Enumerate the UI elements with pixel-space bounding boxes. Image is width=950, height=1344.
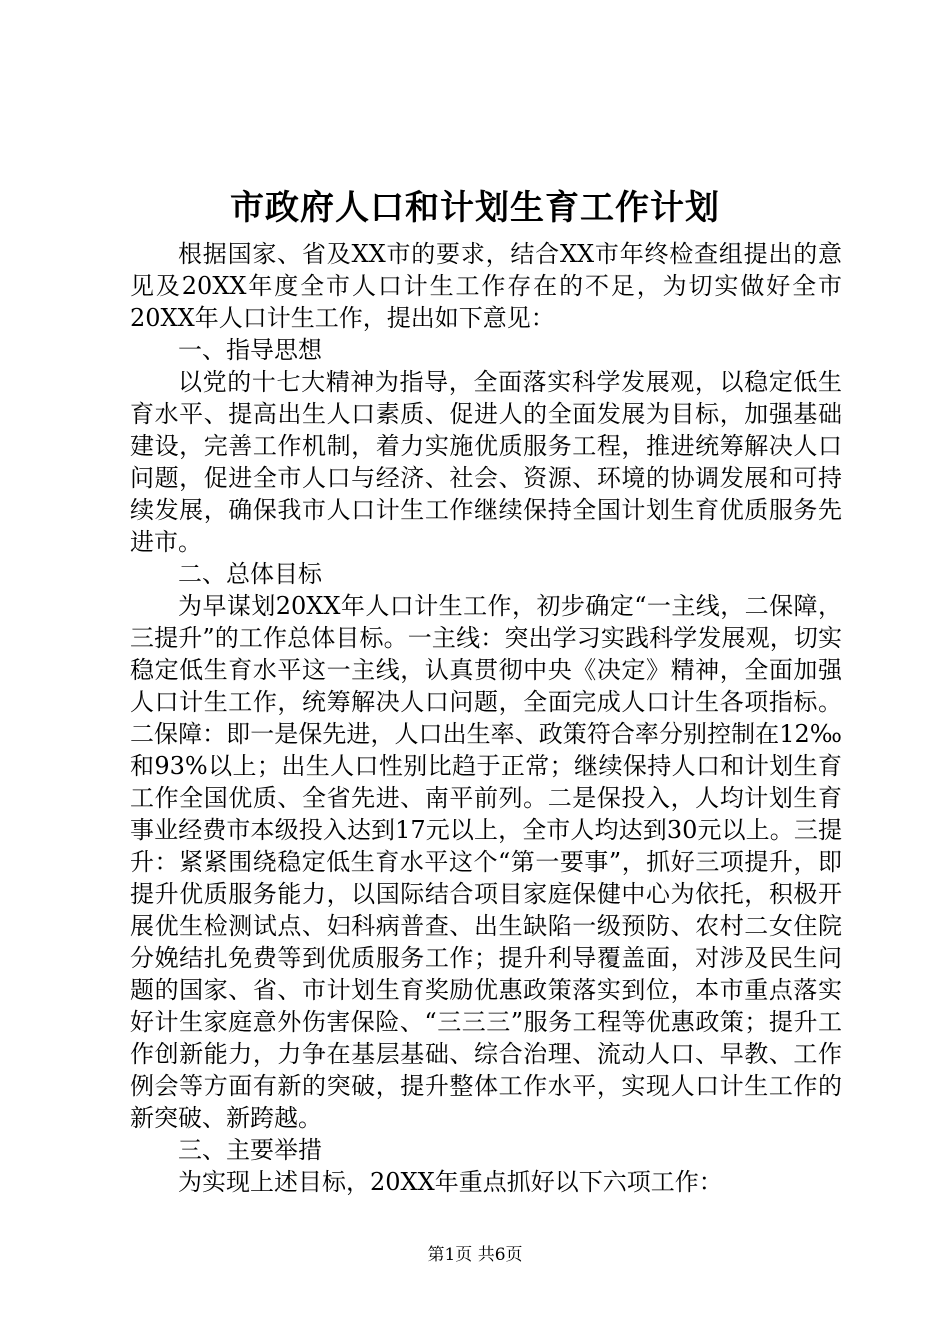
paragraph-guiding-thought: 以党的十七大精神为指导，全面落实科学发展观，以稳定低生育水平、提高出生人口素质、促进人的全面发展为目标，加强基础建设，完善工作机制，着力实施优质服务工程，推进统筹解决人口问题，促进全市人口与经济、社会、资源、环境的协调发展和可持续发展，确保我市人口计生工作继续保持全国计划生育优质服务先进市。 — [130, 368, 842, 556]
document-body — [130, 238, 842, 1198]
document-title: 市政府人口和计划生育工作计划 — [230, 188, 720, 228]
heading-overall-goal: 二、总体目标 — [178, 560, 322, 588]
page-number-footer: 第1页 共6页 — [427, 1245, 523, 1265]
heading-guiding-thought: 一、指导思想 — [178, 336, 322, 364]
paragraph-intro: 根据国家、省及XX市的要求，结合XX市年终检查组提出的意见及20XX年度全市人口计生工作存在的不足，为切实做好全市20XX年人口计生工作，提出如下意见： — [130, 240, 842, 332]
paragraph-main-measures: 为实现上述目标，20XX年重点抓好以下六项工作： — [178, 1168, 723, 1196]
heading-main-measures: 三、主要举措 — [178, 1136, 322, 1164]
paragraph-overall-goal: 为早谋划20XX年人口计生工作，初步确定“一主线，二保障，三提升”的工作总体目标。一主线：突出学习实践科学发展观，切实稳定低生育水平这一主线，认真贯彻中央《决定》精神，全面加强人口计生工作，统筹解决人口问题，全面完成人口计生各项指标。二保障：即一是保先进，人口出生率、政策符合率分别控制在12‰和93%以上；出生人口性别比趋于正常；继续保持人口和计划生育工作全国优质、全省先进、南平前列。二是保投入，人均计划生育事业经费市本级投入达到17元以上，全市人均达到30元以上。三提升：紧紧围绕稳定低生育水平这个“第一要事”，抓好三项提升，即提升优质服务能力，以国际结合项目家庭保健中心为依托，积极开展优生检测试点、妇科病普查、出生缺陷一级预防、农村二女住院分娩结扎免费等到优质服务工作；提升利导覆盖面，对涉及民生问题的国家、省、市计划生育奖励优惠政策落实到位，本市重点落实好计生家庭意外伤害保险、“三三三”服务工程等优惠政策；提升工作创新能力，力争在基层基础、综合治理、流动人口、早教、工作例会等方面有新的突破，提升整体工作水平，实现人口计生工作的新突破、新跨越。 — [130, 592, 842, 1132]
